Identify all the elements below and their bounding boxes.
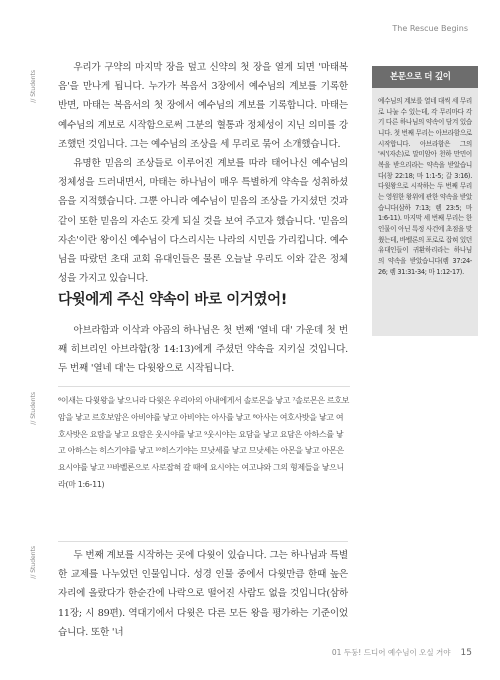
footer [332,647,472,658]
margin-note: // Students [30,70,37,103]
paragraph: 두 번째 계보를 시작하는 곳에 다윗이 있습니다. 그는 하나님과 특별한 교제를 나누었던 인물입니다. 성경 인물 중에서 다윗만큼 한때 높은 자리에 올랐다가 한순간에 나락으로 떨어진 사람도 없을 것입니다(삼하 11장; 시 89편). 역대기에서 다윗은 다른 모든 왕을 평가하는 기준이었습니다. 또한 '너 [58,550,348,638]
margin-note: // Students [30,546,37,579]
paragraph: 우리가 구약의 마지막 장을 덮고 신약의 첫 장을 열게 되면 '마태복음'을 만나게 됩니다. 누가가 복음서 3장에서 예수님의 계보를 기록한 반면, 마태는 복음서의 첫 장에서 예수님의 계보를 기록합니다. 마태는 예수님의 계보로 시작함으로써 그분의 혈통과 정체성이 지닌 의미를 강조했던 것입니다. 그는 예수님의 조상을 세 무리로 묶어 소개했습니다. [58,62,348,150]
sidebar-body: 예수님의 계보를 열네 대씩 세 무리로 나눌 수 있는데, 각 무리마다 각기 다른 하나님의 약속이 담겨 있습니다. 첫 번째 무리는 아브라함으로 시작합니다. 아브라함은 그의 '씨'(자손)로 말미암아 천하 만민이 복을 받으리라는 약속을 받았습니다(창 22:18; 마 1:1-5; 갈 3:16). 다윗왕으로 시작하는 두 번째 무리는 영원한 왕위에 관한 약속을 받았습니다(삼하 7:13; 렘 23:5; 마 1:6-11). 마지막 세 번째 무리는 한 인물이 아닌 특정 사건에 초점을 맞췄는데, 바벨론의 포로로 잡혀 있던 유대인들이 귀환하리라는 하나님의 약속을 받았습니다(렘 37:24-26; 렘 31:31-34; 마 1:12-17). [378,97,472,276]
section-heading: 다윗에게 주신 약속이 바로 이거였어! [58,292,287,308]
page-number: 15 [460,647,472,658]
paragraph-block [58,321,348,379]
sidebar-title: 본문으로 더 깊이 [372,66,478,88]
scripture-quote [58,386,350,494]
paragraph: 아브라함과 이삭과 야곱의 하나님은 첫 번째 '열네 대' 가운데 첫 번째 히브리인 아브라함(창 14:13)에게 주셨던 약속을 지키실 것입니다. 두 번째 '열네 대'는 다윗왕으로 시작됩니다. [58,325,348,375]
quote-text: ⁶이새는 다윗왕을 낳으니라 다윗은 우리아의 아내에게서 솔로몬을 낳고 ⁷솔로몬은 르호보암을 낳고 르호보암은 아비야를 낳고 아비야는 아사를 낳고 ⁸아사는 여호사밧을 낳고 여호사밧은 요람을 낳고 요람은 웃시야를 낳고 ⁹웃시야는 요담을 낳고 요담은 아하스를 낳고 아하스는 히스기야를 낳고 ¹⁰히스기야는 므낫세를 낳고 므낫세는 아몬을 낳고 아몬은 요시야를 낳고 ¹¹바벨론으로 사로잡혀 갈 때에 요시야는 여고냐와 그의 형제들을 낳으니라(마 1:6-11) [58,396,350,489]
main-text [58,58,348,288]
paragraph: 유명한 믿음의 조상들로 이루어진 계보를 따라 태어나신 예수님의 정체성을 드러내면서, 마태는 하나님이 매우 특별하게 약속을 성취하셨음을 지적했습니다. 그뿐 아니라 예수님이 믿음의 조상을 가지셨던 것과 같이 또한 믿음의 자손도 갖게 되실 것을 보여 주고자 했습니다. '믿음의 자손'이란 왕이신 예수님이 다스리시는 나라의 시민을 가리킵니다. 예수님을 따랐던 초대 교회 유대인들은 물론 오늘날 우리도 이와 같은 정체성을 가지고 있습니다. [58,157,348,285]
footer-chapter: 01 두둥! 드디어 예수님이 오실 거야 [331,648,451,657]
paragraph-block [58,541,348,642]
margin-note: // Students [30,392,37,425]
running-head: The Rescue Begins [392,24,468,33]
sidebar-box [372,66,478,336]
